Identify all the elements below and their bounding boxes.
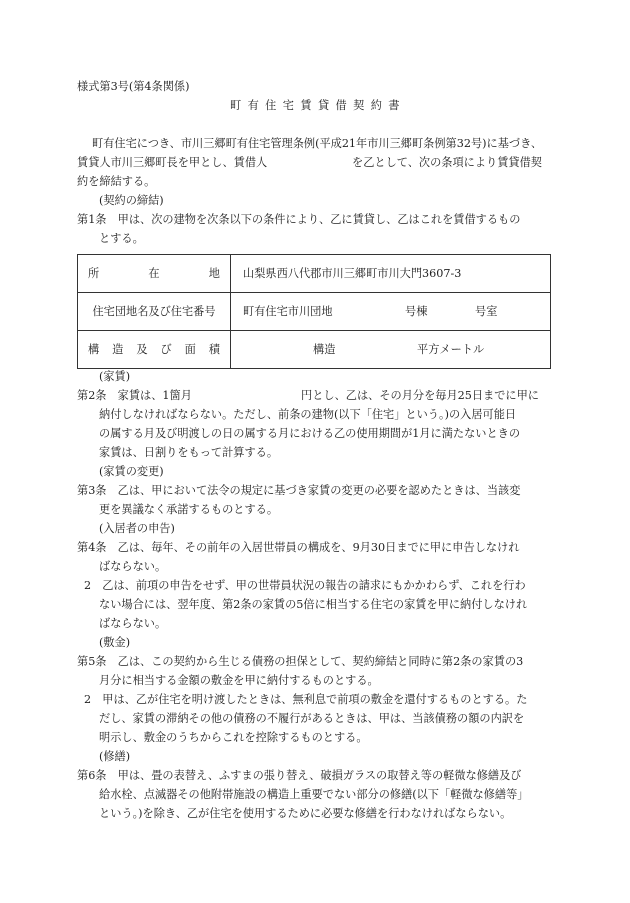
article-3-line-2: 更を異議なく承諾するものとする。 — [99, 503, 279, 516]
location-label — [78, 255, 231, 293]
article-6-line-2: 給水栓、点滅器その他附帯施設の構造上重要でない部分の修繕(以下「軽微な修繕等」 — [99, 788, 529, 801]
intro-line-1: 町有住宅につき、市川三郷町有住宅管理条例(平成21年市川三郷町条例第32号)に基づき、 — [92, 137, 543, 150]
complex-value — [231, 293, 551, 331]
intro-line-3: 約を締結する。 — [77, 175, 156, 188]
section-heading-rent-change: (家賃の変更) — [99, 465, 164, 478]
property-table — [77, 254, 551, 369]
intro-line-2b: を乙として、次の条項により賃貸借契 — [352, 156, 542, 169]
article-5-line-1: 第5条 乙は、この契約から生じる債務の担保として、契約締結と同時に第2条の家賃の3 — [77, 655, 524, 668]
structure-label-char-4: び — [160, 342, 172, 356]
complex-row — [78, 293, 551, 331]
article-6-line-1: 第6条 甲は、畳の表替え、ふすまの張り替え、破損ガラスの取替え等の軽微な修繕及び — [77, 769, 522, 782]
article-5-para-2-line-3: 明示し、敷金のうちからこれを控除するものとする。 — [99, 731, 368, 744]
article-2-line-3: の属する月及び明渡しの日の属する月における乙の使用期間が1月に満たないときの — [99, 427, 521, 440]
article-5-para-2-line-2: だし、家賃の滞納その他の債務の不履行があるときは、甲は、当該債務の額の内訳を — [99, 712, 525, 725]
room-number-suffix: 号室 — [475, 304, 498, 318]
article-2-line-2: 納付しなければならない。ただし、前条の建物(以下「住宅」という。)の入居可能日 — [99, 408, 517, 421]
structure-value — [231, 331, 551, 369]
article-4-line-1: 第4条 乙は、毎年、その前年の入居世帯員の構成を、9月30日までに甲に申告しなけれ — [77, 541, 520, 554]
section-heading-declaration: (入居者の申告) — [99, 522, 175, 535]
article-4-para-2-line-1: 2 乙は、前項の申告をせず、甲の世帯員状況の報告の請求にもかかわらず、これを行わ — [84, 579, 526, 592]
article-2-line-1b: 円とし、乙は、その月分を毎月25日までに甲に — [301, 389, 539, 402]
location-value: 山梨県西八代郡市川三郷町市川大門3607-3 — [231, 255, 551, 293]
form-number: 様式第3号(第4条関係) — [77, 80, 190, 93]
intro-line-2a: 賃貸人市川三郷町長を甲とし、賃借人 — [77, 156, 268, 169]
building-number-suffix: 号棟 — [405, 304, 428, 318]
location-row — [78, 255, 551, 293]
complex-label: 住宅団地名及び住宅番号 — [78, 293, 231, 331]
location-label-char-3: 地 — [208, 266, 220, 280]
article-4-para-2-line-2: ない場合には、翌年度、第2条の家賃の5倍に相当する住宅の家賃を甲に納付しなけれ — [99, 598, 528, 611]
complex-name: 町有住宅市川団地 — [243, 304, 333, 318]
article-5-line-2: 月分に相当する金額の敷金を甲に納付するものとする。 — [99, 674, 379, 687]
structure-text: 構造 — [313, 342, 336, 356]
article-2-line-1a: 第2条 家賃は、1箇月 — [77, 389, 192, 402]
article-1-line-2: とする。 — [99, 232, 144, 245]
structure-label-char-6: 積 — [208, 342, 220, 356]
location-label-char-2: 在 — [148, 266, 160, 280]
section-heading-rent: (家賃) — [99, 370, 131, 383]
document-title: 町有住宅賃貸借契約書 — [230, 99, 406, 112]
section-heading-deposit: (敷金) — [99, 636, 131, 649]
article-4-para-2-line-3: ばならない。 — [99, 617, 167, 630]
structure-row — [78, 331, 551, 369]
article-3-line-1: 第3条 乙は、甲において法令の規定に基づき家賃の変更の必要を認めたときは、当該変 — [77, 484, 521, 497]
section-heading-repairs: (修繕) — [99, 750, 131, 763]
structure-label-char-5: 面 — [184, 342, 196, 356]
article-2-line-4: 家賃は、日割りをもって計算する。 — [99, 446, 279, 459]
article-4-line-2: ばならない。 — [99, 560, 167, 573]
section-heading-contract: (契約の締結) — [99, 194, 164, 207]
structure-label-char-2: 造 — [112, 342, 124, 356]
structure-label-char-3: 及 — [136, 342, 148, 356]
structure-label — [78, 331, 231, 369]
article-1-line-1: 第1条 甲は、次の建物を次条以下の条件により、乙に賃貸し、乙はこれを賃借するもの — [77, 213, 521, 226]
article-5-para-2-line-1: 2 甲は、乙が住宅を明け渡したときは、無利息で前項の敷金を還付するものとする。た — [84, 693, 528, 706]
area-unit: 平方メートル — [417, 342, 485, 356]
article-6-line-3: という。)を除き、乙が住宅を使用するために必要な修繕を行わなければならない。 — [99, 807, 512, 820]
structure-label-char-1: 構 — [88, 342, 100, 356]
location-label-char-1: 所 — [88, 266, 100, 280]
